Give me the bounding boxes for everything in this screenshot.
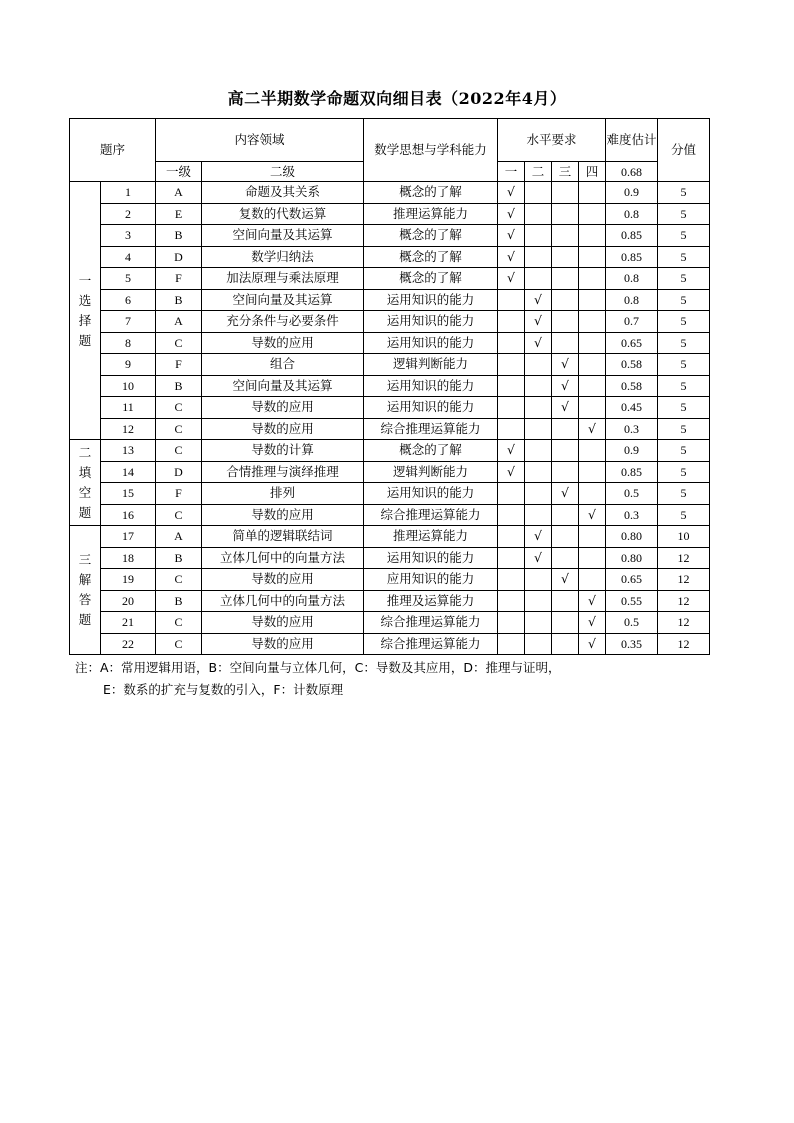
level-cell-2 <box>525 590 552 612</box>
level-cell-3 <box>552 612 579 634</box>
score-value: 5 <box>658 440 710 462</box>
question-number: 14 <box>101 461 156 483</box>
level-cell-3 <box>552 289 579 311</box>
score-value: 5 <box>658 397 710 419</box>
level1-code: C <box>156 633 202 655</box>
level1-code: F <box>156 483 202 505</box>
question-number: 6 <box>101 289 156 311</box>
level-cell-3 <box>552 418 579 440</box>
section-label <box>70 440 101 526</box>
difficulty-value: 0.3 <box>606 504 658 526</box>
level-cell-1 <box>498 612 525 634</box>
question-number: 4 <box>101 246 156 268</box>
section-label-char: 题 <box>78 504 92 520</box>
level2-topic: 空间向量及其运算 <box>202 375 364 397</box>
score-value: 5 <box>658 483 710 505</box>
question-number: 3 <box>101 225 156 247</box>
level-cell-4 <box>579 246 606 268</box>
level-cell-1 <box>498 547 525 569</box>
level2-topic: 命题及其关系 <box>202 182 364 204</box>
level1-code: D <box>156 461 202 483</box>
level1-code: B <box>156 547 202 569</box>
level-cell-4 <box>579 203 606 225</box>
question-number: 19 <box>101 569 156 591</box>
score-value: 12 <box>658 590 710 612</box>
level-cell-2 <box>525 375 552 397</box>
level1-code: C <box>156 332 202 354</box>
level-cell-3 <box>552 590 579 612</box>
score-value: 12 <box>658 569 710 591</box>
question-number: 2 <box>101 203 156 225</box>
section-label-char: 空 <box>78 484 92 500</box>
question-number: 5 <box>101 268 156 290</box>
score-value: 5 <box>658 504 710 526</box>
score-value: 5 <box>658 354 710 376</box>
section-label-char: 填 <box>78 464 92 480</box>
score-value: 5 <box>658 246 710 268</box>
footnote-line-2: E：数系的扩充与复数的引入，F：计数原理 <box>103 682 344 697</box>
level1-code: C <box>156 440 202 462</box>
ability: 应用知识的能力 <box>364 569 498 591</box>
level-cell-4 <box>579 375 606 397</box>
level-cell-4 <box>579 354 606 376</box>
section-label-char: 择 <box>78 312 92 328</box>
level-cell-2 <box>525 483 552 505</box>
question-number: 20 <box>101 590 156 612</box>
header-row <box>70 119 710 162</box>
level2-topic: 空间向量及其运算 <box>202 225 364 247</box>
header-content: 内容领域 <box>156 119 364 162</box>
level-cell-4 <box>579 289 606 311</box>
spec-table <box>69 118 710 655</box>
level-cell-1: √ <box>498 246 525 268</box>
level-cell-2: √ <box>525 547 552 569</box>
table-row <box>70 461 710 483</box>
question-number: 9 <box>101 354 156 376</box>
difficulty-value: 0.3 <box>606 418 658 440</box>
level1-code: A <box>156 182 202 204</box>
difficulty-value: 0.80 <box>606 547 658 569</box>
level-cell-2 <box>525 225 552 247</box>
ability: 逻辑判断能力 <box>364 354 498 376</box>
level-cell-1 <box>498 418 525 440</box>
level1-code: B <box>156 225 202 247</box>
section-label <box>70 182 101 440</box>
level-cell-2 <box>525 418 552 440</box>
level2-topic: 导数的应用 <box>202 504 364 526</box>
score-value: 5 <box>658 203 710 225</box>
table-row <box>70 483 710 505</box>
ability: 推理运算能力 <box>364 526 498 548</box>
level-cell-3: √ <box>552 397 579 419</box>
level-cell-2: √ <box>525 526 552 548</box>
level1-code: B <box>156 590 202 612</box>
level-cell-2 <box>525 440 552 462</box>
level2-topic: 组合 <box>202 354 364 376</box>
level2-topic: 导数的应用 <box>202 332 364 354</box>
table-row <box>70 547 710 569</box>
table-row <box>70 354 710 376</box>
level1-code: C <box>156 612 202 634</box>
level1-code: F <box>156 354 202 376</box>
level1-code: C <box>156 569 202 591</box>
score-value: 5 <box>658 332 710 354</box>
table-row <box>70 203 710 225</box>
question-number: 13 <box>101 440 156 462</box>
difficulty-value: 0.5 <box>606 483 658 505</box>
difficulty-value: 0.8 <box>606 289 658 311</box>
level-cell-4 <box>579 311 606 333</box>
level-cell-4: √ <box>579 504 606 526</box>
level-cell-2 <box>525 504 552 526</box>
table-row <box>70 397 710 419</box>
ability: 运用知识的能力 <box>364 397 498 419</box>
difficulty-value: 0.85 <box>606 246 658 268</box>
overall-difficulty: 0.68 <box>606 162 658 182</box>
table-row <box>70 182 710 204</box>
ability: 综合推理运算能力 <box>364 612 498 634</box>
question-number: 10 <box>101 375 156 397</box>
level1-code: A <box>156 311 202 333</box>
score-value: 5 <box>658 418 710 440</box>
level-cell-1: √ <box>498 182 525 204</box>
level-cell-3 <box>552 461 579 483</box>
difficulty-value: 0.5 <box>606 612 658 634</box>
question-number: 11 <box>101 397 156 419</box>
difficulty-value: 0.8 <box>606 268 658 290</box>
difficulty-value: 0.65 <box>606 332 658 354</box>
level-cell-2 <box>525 203 552 225</box>
level-cell-1: √ <box>498 203 525 225</box>
section-label-char: 题 <box>78 332 92 348</box>
spec-table-body <box>70 119 710 655</box>
level2-topic: 导数的应用 <box>202 397 364 419</box>
section-label-char: 选 <box>78 292 92 308</box>
question-number: 15 <box>101 483 156 505</box>
header-thinking: 数学思想与学科能力 <box>364 119 498 182</box>
level-cell-2 <box>525 633 552 655</box>
level-cell-2 <box>525 461 552 483</box>
difficulty-value: 0.7 <box>606 311 658 333</box>
score-value: 12 <box>658 633 710 655</box>
level-cell-3: √ <box>552 375 579 397</box>
level-cell-3 <box>552 332 579 354</box>
score-value: 5 <box>658 375 710 397</box>
level1-code: C <box>156 418 202 440</box>
level-cell-3 <box>552 547 579 569</box>
difficulty-value: 0.65 <box>606 569 658 591</box>
level-cell-1 <box>498 504 525 526</box>
ability: 推理及运算能力 <box>364 590 498 612</box>
level-cell-1: √ <box>498 440 525 462</box>
level2-topic: 排列 <box>202 483 364 505</box>
question-number: 17 <box>101 526 156 548</box>
question-number: 12 <box>101 418 156 440</box>
level-cell-1 <box>498 289 525 311</box>
level-cell-1: √ <box>498 225 525 247</box>
score-value: 12 <box>658 547 710 569</box>
ability: 运用知识的能力 <box>364 375 498 397</box>
footnote <box>75 657 560 701</box>
level-cell-4: √ <box>579 590 606 612</box>
difficulty-value: 0.85 <box>606 225 658 247</box>
level-cell-1 <box>498 590 525 612</box>
level2-topic: 导数的计算 <box>202 440 364 462</box>
level-cell-1 <box>498 375 525 397</box>
ability: 运用知识的能力 <box>364 311 498 333</box>
level1-code: C <box>156 504 202 526</box>
level-cell-3 <box>552 504 579 526</box>
level2-topic: 数学归纳法 <box>202 246 364 268</box>
level-cell-4 <box>579 483 606 505</box>
level-cell-2 <box>525 569 552 591</box>
difficulty-value: 0.58 <box>606 354 658 376</box>
section-label-char: 题 <box>78 612 92 627</box>
level-cell-1 <box>498 332 525 354</box>
score-value: 10 <box>658 526 710 548</box>
level1-code: D <box>156 246 202 268</box>
header-level-1: 一 <box>498 162 525 182</box>
table-row <box>70 526 710 548</box>
question-number: 21 <box>101 612 156 634</box>
table-row <box>70 225 710 247</box>
ability: 综合推理运算能力 <box>364 418 498 440</box>
level-cell-4 <box>579 332 606 354</box>
level-cell-4 <box>579 225 606 247</box>
ability: 概念的了解 <box>364 246 498 268</box>
difficulty-value: 0.9 <box>606 182 658 204</box>
level2-topic: 导数的应用 <box>202 569 364 591</box>
level2-topic: 空间向量及其运算 <box>202 289 364 311</box>
level-cell-3 <box>552 633 579 655</box>
level-cell-3 <box>552 268 579 290</box>
table-row <box>70 418 710 440</box>
level-cell-3: √ <box>552 483 579 505</box>
level2-topic: 充分条件与必要条件 <box>202 311 364 333</box>
level-cell-2 <box>525 612 552 634</box>
level-cell-1: √ <box>498 268 525 290</box>
section-label-char: 解 <box>78 572 92 587</box>
score-value: 5 <box>658 225 710 247</box>
table-row <box>70 590 710 612</box>
header-level2: 二级 <box>202 162 364 182</box>
level-cell-1: √ <box>498 461 525 483</box>
level2-topic: 导数的应用 <box>202 612 364 634</box>
table-row <box>70 440 710 462</box>
section-label-char: 答 <box>78 592 92 607</box>
level-cell-2 <box>525 354 552 376</box>
level2-topic: 立体几何中的向量方法 <box>202 547 364 569</box>
level-cell-4 <box>579 461 606 483</box>
level1-code: B <box>156 375 202 397</box>
question-number: 8 <box>101 332 156 354</box>
table-row <box>70 375 710 397</box>
ability: 概念的了解 <box>364 225 498 247</box>
level2-topic: 简单的逻辑联结词 <box>202 526 364 548</box>
level-cell-3 <box>552 225 579 247</box>
table-row <box>70 569 710 591</box>
table-row <box>70 633 710 655</box>
level-cell-3 <box>552 440 579 462</box>
level-cell-2 <box>525 397 552 419</box>
level1-code: F <box>156 268 202 290</box>
level1-code: C <box>156 397 202 419</box>
ability: 逻辑判断能力 <box>364 461 498 483</box>
score-value: 5 <box>658 182 710 204</box>
level-cell-3: √ <box>552 569 579 591</box>
header-level-3: 三 <box>552 162 579 182</box>
table-row <box>70 504 710 526</box>
level-cell-4 <box>579 397 606 419</box>
level-cell-4 <box>579 268 606 290</box>
question-number: 1 <box>101 182 156 204</box>
header-seq: 题序 <box>70 119 156 182</box>
score-value: 5 <box>658 289 710 311</box>
ability: 推理运算能力 <box>364 203 498 225</box>
difficulty-value: 0.35 <box>606 633 658 655</box>
ability: 概念的了解 <box>364 440 498 462</box>
level-cell-3 <box>552 182 579 204</box>
ability: 运用知识的能力 <box>364 547 498 569</box>
level2-topic: 立体几何中的向量方法 <box>202 590 364 612</box>
level-cell-4: √ <box>579 612 606 634</box>
level-cell-1 <box>498 397 525 419</box>
header-level-2: 二 <box>525 162 552 182</box>
level-cell-2 <box>525 182 552 204</box>
score-value: 5 <box>658 311 710 333</box>
level2-topic: 合情推理与演绎推理 <box>202 461 364 483</box>
level-cell-2 <box>525 268 552 290</box>
level1-code: A <box>156 526 202 548</box>
section-label-char: 三 <box>78 552 92 567</box>
question-number: 16 <box>101 504 156 526</box>
level-cell-3 <box>552 246 579 268</box>
section-label-char: 一 <box>78 272 92 288</box>
difficulty-value: 0.8 <box>606 203 658 225</box>
score-value: 12 <box>658 612 710 634</box>
level-cell-2: √ <box>525 289 552 311</box>
difficulty-value: 0.85 <box>606 461 658 483</box>
level-cell-4 <box>579 547 606 569</box>
level-cell-1 <box>498 633 525 655</box>
level-cell-3: √ <box>552 354 579 376</box>
table-row <box>70 332 710 354</box>
level1-code: B <box>156 289 202 311</box>
level2-topic: 导数的应用 <box>202 418 364 440</box>
level-cell-2: √ <box>525 311 552 333</box>
footnote-line-1: 注：A：常用逻辑用语，B：空间向量与立体几何，C：导数及其应用，D：推理与证明， <box>75 660 561 675</box>
level-cell-1 <box>498 311 525 333</box>
level2-topic: 导数的应用 <box>202 633 364 655</box>
score-value: 5 <box>658 268 710 290</box>
level-cell-2 <box>525 246 552 268</box>
page-title: 高二半期数学命题双向细目表（2022年4月） <box>227 89 567 108</box>
difficulty-value: 0.9 <box>606 440 658 462</box>
question-number: 18 <box>101 547 156 569</box>
difficulty-value: 0.80 <box>606 526 658 548</box>
header-difficulty: 难度估计 <box>606 119 658 162</box>
ability: 综合推理运算能力 <box>364 633 498 655</box>
level-cell-3 <box>552 526 579 548</box>
level-cell-1 <box>498 483 525 505</box>
ability: 综合推理运算能力 <box>364 504 498 526</box>
score-value: 5 <box>658 461 710 483</box>
level-cell-4 <box>579 440 606 462</box>
ability: 概念的了解 <box>364 268 498 290</box>
table-row <box>70 311 710 333</box>
ability: 运用知识的能力 <box>364 483 498 505</box>
level2-topic: 加法原理与乘法原理 <box>202 268 364 290</box>
table-row <box>70 612 710 634</box>
ability: 概念的了解 <box>364 182 498 204</box>
header-level: 水平要求 <box>498 119 606 162</box>
level-cell-4 <box>579 569 606 591</box>
level-cell-1 <box>498 526 525 548</box>
section-label <box>70 526 101 655</box>
level-cell-4 <box>579 526 606 548</box>
table-row <box>70 246 710 268</box>
level-cell-4: √ <box>579 418 606 440</box>
table-row <box>70 268 710 290</box>
level-cell-2: √ <box>525 332 552 354</box>
table-row <box>70 289 710 311</box>
header-level-4: 四 <box>579 162 606 182</box>
section-label-char: 二 <box>78 444 92 460</box>
level-cell-1 <box>498 354 525 376</box>
header-level1: 一级 <box>156 162 202 182</box>
question-number: 7 <box>101 311 156 333</box>
level-cell-4 <box>579 182 606 204</box>
level-cell-3 <box>552 311 579 333</box>
level-cell-4: √ <box>579 633 606 655</box>
difficulty-value: 0.55 <box>606 590 658 612</box>
header-score: 分值 <box>658 119 710 182</box>
level1-code: E <box>156 203 202 225</box>
level-cell-3 <box>552 203 579 225</box>
difficulty-value: 0.58 <box>606 375 658 397</box>
level2-topic: 复数的代数运算 <box>202 203 364 225</box>
level-cell-1 <box>498 569 525 591</box>
ability: 运用知识的能力 <box>364 289 498 311</box>
ability: 运用知识的能力 <box>364 332 498 354</box>
question-number: 22 <box>101 633 156 655</box>
difficulty-value: 0.45 <box>606 397 658 419</box>
